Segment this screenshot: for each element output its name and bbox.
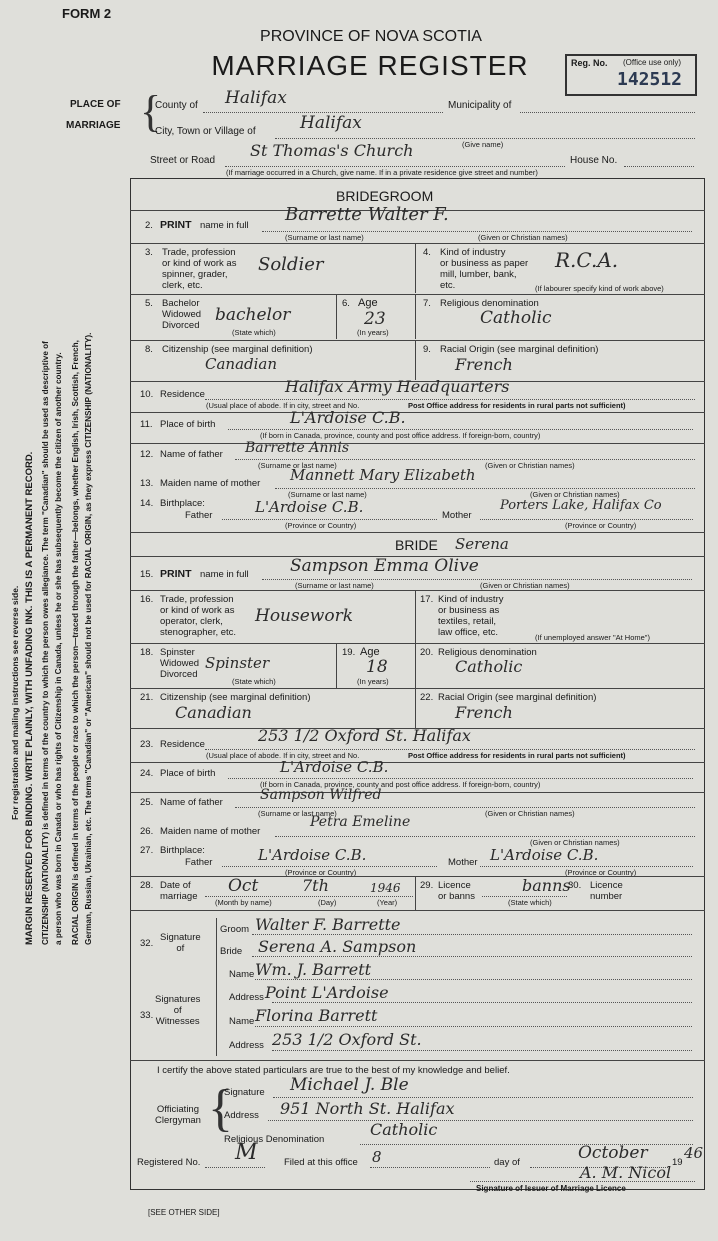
bride-given-sub: (Given or Christian names) <box>480 581 570 590</box>
issuer-label: Signature of Issuer of Marriage Licence <box>476 1184 626 1193</box>
marriage-day-value: 7th <box>302 876 329 895</box>
item-14-number: 14. <box>140 498 154 509</box>
groom-marital-label: Bachelor Widowed Divorced <box>162 298 202 331</box>
bride-bp-father-label: Father <box>185 857 213 868</box>
certify-statement: I certify the above stated particulars are true to the best of my knowledge and belief. <box>157 1065 510 1076</box>
groom-bp-mother-value: Porters Lake, Halifax Co <box>500 498 662 513</box>
officiating-label: Officiating Clergyman <box>155 1104 201 1126</box>
reg-no-value: 142512 <box>617 69 683 90</box>
bride-pob-note: (If born in Canada, province, county and post office address. If foreign-born, country) <box>260 780 541 789</box>
bride-racial-value: French <box>455 703 513 722</box>
groom-age-label: Age <box>358 297 378 309</box>
w1-name-label: Name <box>229 969 255 980</box>
registered-value: M <box>235 1140 258 1165</box>
filed-day-value: 8 <box>372 1148 382 1166</box>
groom-marital-value: bachelor <box>215 305 291 325</box>
item-30-number: 30. <box>568 880 582 891</box>
signature-of-label: Signature of <box>160 932 201 954</box>
item-24-number: 24. <box>140 768 154 779</box>
registered-label: Registered No. <box>137 1157 201 1168</box>
groom-bp-mother-label: Mother <box>442 510 472 521</box>
item-8-number: 8. <box>145 344 153 355</box>
bride-citizen-value: Canadian <box>175 703 252 722</box>
filed-month-value: October <box>578 1143 648 1163</box>
groom-pob-note: (If born in Canada, province, county and post office address. If foreign-born, country) <box>260 431 541 440</box>
county-value: Halifax <box>225 88 287 108</box>
marriage-label: MARRIAGE <box>66 120 121 131</box>
place-of-label: PLACE OF <box>70 99 121 110</box>
bride-pob-label: Place of birth <box>160 768 216 779</box>
day-of-label: day of <box>494 1157 520 1168</box>
margin-line-6: German, Russian, Ukrainian, etc. The terms "Canadian" or "American" should not be used for RACIAL ORIGIN, as they express CITIZENSHIP (NATIONALITY). <box>84 332 93 945</box>
clergy-relig-value: Catholic <box>370 1120 438 1139</box>
groom-relig-label: Religious denomination <box>440 298 539 309</box>
marriage-month-sub: (Month by name) <box>215 898 272 907</box>
item-18-number: 18. <box>140 647 154 658</box>
groom-mother-given: (Given or Christian names) <box>530 490 620 499</box>
bride-heading-extra: Serena <box>455 535 509 553</box>
page-title: MARRIAGE REGISTER <box>211 50 529 81</box>
year-prefix: 19 <box>672 1157 683 1168</box>
bride-res-label: Residence <box>160 739 205 750</box>
w1-name-value: Wm. J. Barrett <box>255 960 372 979</box>
clergy-addr-value: 951 North St. Halifax <box>280 1099 455 1118</box>
city-label: City, Town or Village of <box>155 126 256 137</box>
bride-relig-label: Religious denomination <box>438 647 537 658</box>
groom-citizen-label: Citizenship (see marginal definition) <box>162 344 313 355</box>
bridegroom-heading: BRIDEGROOM <box>336 188 434 204</box>
groom-trade-label: Trade, profession or kind of work as spinner, grader, clerk, etc. <box>162 247 237 291</box>
groom-res-value: Halifax Army Headquarters <box>285 377 510 396</box>
groom-bp-father-value: L'Ardoise C.B. <box>255 498 364 516</box>
margin-line-2: MARGIN RESERVED FOR BINDING. WRITE PLAINLY, WITH UNFADING INK. THIS IS A PERMANENT RECORD. <box>24 451 35 945</box>
form-number: FORM 2 <box>62 6 112 21</box>
bride-bp-mother-value: L'Ardoise C.B. <box>490 846 599 864</box>
clergy-sig-label: Signature <box>224 1087 265 1098</box>
groom-father-label: Name of father <box>160 449 223 460</box>
municipality-label: Municipality of <box>448 100 512 111</box>
reg-no-label: Reg. No. <box>571 58 608 68</box>
item-13-number: 13. <box>140 478 154 489</box>
w1-addr-label: Address <box>229 992 264 1003</box>
groom-print-label: PRINT <box>160 219 192 231</box>
bride-bp-label: Birthplace: <box>160 845 205 856</box>
w2-addr-label: Address <box>229 1040 264 1051</box>
w2-name-label: Name <box>229 1016 255 1027</box>
bride-pob-value: L'Ardoise C.B. <box>280 758 389 776</box>
bride-marital-value: Spinster <box>205 654 270 672</box>
place-note: (If marriage occurred in a Church, give name. If in a private residence give street and number) <box>226 168 538 177</box>
reg-no-box <box>565 54 697 96</box>
groom-bp-prov-sub-1: (Province or Country) <box>285 521 357 530</box>
groom-father-given: (Given or Christian names) <box>485 461 575 470</box>
bride-name-label: name in full <box>200 569 249 580</box>
item-11-number: 11. <box>140 419 153 430</box>
reg-no-note: (Office use only) <box>623 58 682 67</box>
item-19-number: 19. <box>342 647 356 658</box>
marriage-date-label: Date of marriage <box>160 880 198 902</box>
clergy-addr-label: Address <box>224 1110 259 1121</box>
bride-res-note: (Usual place of abode. If in city, street and No. <box>206 751 360 760</box>
clergy-relig-label: Religious Denomination <box>224 1134 325 1145</box>
groom-relig-value: Catholic <box>480 308 552 328</box>
groom-name-label: name in full <box>200 220 249 231</box>
groom-res-note-bold: Post Office address for residents in rural parts not sufficient) <box>408 401 626 410</box>
bride-name-value: Sampson Emma Olive <box>290 556 479 576</box>
item-22-number: 22. <box>420 692 434 703</box>
bride-trade-value: Housework <box>255 606 354 626</box>
bride-bp-mother-label: Mother <box>448 857 478 868</box>
labourer-note: (If labourer specify kind of work above) <box>535 284 664 293</box>
groom-bp-father-label: Father <box>185 510 213 521</box>
bride-res-note-bold: Post Office address for residents in rural parts not sufficient) <box>408 751 626 760</box>
street-value: St Thomas's Church <box>250 141 414 160</box>
bride-years-sub: (In years) <box>357 677 389 686</box>
item-15-number: 15. <box>140 569 154 580</box>
groom-mother-value: Mannett Mary Elizabeth <box>290 466 476 484</box>
margin-line-3: CITIZENSHIP (NATIONALITY) is defined in terms of the country to which the person owes allegiance. The term "Canadian" should be used as descriptive of <box>41 341 50 945</box>
bride-bp-prov-sub-1: (Province or Country) <box>285 868 357 877</box>
groom-industry-label: Kind of industry or business as paper mill, lumber, bank, etc. <box>440 247 529 291</box>
item-2-number: 2. <box>145 220 153 231</box>
bride-father-value: Sampson Wilfred <box>260 787 382 803</box>
house-label: House No. <box>570 155 618 166</box>
item-33-number: 33. <box>140 1010 154 1021</box>
margin-line-1: For registration and mailing instructions see reverse side. <box>10 585 20 820</box>
bride-father-given: (Given or Christian names) <box>485 809 575 818</box>
bride-sig-label: Bride <box>220 946 243 957</box>
groom-mother-sur: (Surname or last name) <box>288 490 367 499</box>
bride-father-sur: (Surname or last name) <box>258 809 337 818</box>
margin-line-5: RACIAL ORIGIN is defined in terms of the people or race to which the person—traced through the father—belongs, whether English, Irish, Scottish, French, <box>71 340 80 945</box>
groom-trade-value: Soldier <box>258 254 324 275</box>
bride-age-value: 18 <box>366 657 388 677</box>
bride-racial-label: Racial Origin (see marginal definition) <box>438 692 597 703</box>
licence-no-label: Licence number <box>590 880 623 902</box>
w2-name-value: Florina Barrett <box>255 1006 378 1025</box>
item-23-number: 23. <box>140 739 154 750</box>
groom-father-sur: (Surname or last name) <box>258 461 337 470</box>
marriage-year-sub: (Year) <box>377 898 398 907</box>
bride-citizen-label: Citizenship (see marginal definition) <box>160 692 311 703</box>
groom-given-sub: (Given or Christian names) <box>478 233 568 242</box>
groom-citizen-value: Canadian <box>205 355 278 373</box>
clergy-sig-value: Michael J. Ble <box>290 1075 409 1095</box>
item-32-number: 32. <box>140 938 154 949</box>
clergy-brace: { <box>208 1080 233 1137</box>
item-27-number: 27. <box>140 845 154 856</box>
licence-state-sub: (State which) <box>508 898 552 907</box>
groom-pob-label: Place of birth <box>160 419 216 430</box>
issuer-signature-value: A. M. Nicol <box>580 1163 672 1182</box>
item-4-number: 4. <box>423 247 431 258</box>
groom-res-label: Residence <box>160 389 205 400</box>
groom-industry-value: R.C.A. <box>555 248 619 272</box>
bride-state-sub: (State which) <box>232 677 276 686</box>
bride-trade-label: Trade, profession or kind of work as operator, clerk, stenographer, etc. <box>160 594 237 638</box>
item-28-number: 28. <box>140 880 154 891</box>
bride-bp-father-value: L'Ardoise C.B. <box>258 846 367 864</box>
bride-res-value: 253 1/2 Oxford St. Halifax <box>258 726 471 745</box>
item-9-number: 9. <box>423 344 431 355</box>
marriage-month-value: Oct <box>228 876 259 896</box>
groom-sig-label: Groom <box>220 924 250 935</box>
filed-year-value: 46 <box>684 1144 704 1162</box>
item-29-number: 29. <box>420 880 434 891</box>
bride-industry-label: Kind of industry or business as textiles, retail, law office, etc. <box>438 594 504 638</box>
margin-line-4: a person who was born in Canada or who has rights of Citizenship in Canada, unless he or she has subsequently become the citizen of another country. <box>54 352 63 945</box>
groom-years-sub: (In years) <box>357 328 389 337</box>
licence-value: banns <box>522 876 571 895</box>
witnesses-label: Signatures of Witnesses <box>155 994 201 1027</box>
see-other-side: [SEE OTHER SIDE] <box>148 1208 220 1217</box>
city-value: Halifax <box>300 113 362 133</box>
groom-father-value: Barrette Annis <box>245 440 350 456</box>
groom-sig-value: Walter F. Barrette <box>255 915 401 934</box>
bride-mother-given: (Given or Christian names) <box>530 838 620 847</box>
groom-res-note: (Usual place of abode. If in city, street and No. <box>206 401 360 410</box>
bride-heading: BRIDE <box>395 537 438 553</box>
groom-bp-label: Birthplace: <box>160 498 205 509</box>
item-21-number: 21. <box>140 692 154 703</box>
item-5-number: 5. <box>145 298 153 309</box>
marriage-day-sub: (Day) <box>318 898 337 907</box>
street-label: Street or Road <box>150 155 216 166</box>
bride-surname-sub: (Surname or last name) <box>295 581 374 590</box>
bride-mother-value: Petra Emeline <box>310 814 411 830</box>
item-6-number: 6. <box>342 298 350 309</box>
groom-bp-prov-sub-2: (Province or Country) <box>565 521 637 530</box>
item-10-number: 10. <box>140 389 154 400</box>
give-name-note: (Give name) <box>462 140 504 149</box>
bride-bp-prov-sub-2: (Province or Country) <box>565 868 637 877</box>
province-heading: PROVINCE OF NOVA SCOTIA <box>260 28 482 45</box>
bride-relig-value: Catholic <box>455 657 523 676</box>
item-17-number: 17. <box>420 594 434 605</box>
w2-addr-value: 253 1/2 Oxford St. <box>272 1030 422 1049</box>
filed-label: Filed at this office <box>284 1157 358 1168</box>
groom-state-sub: (State which) <box>232 328 276 337</box>
item-20-number: 20. <box>420 647 434 658</box>
groom-surname-sub: (Surname or last name) <box>285 233 364 242</box>
bride-age-label: Age <box>360 646 380 658</box>
item-16-number: 16. <box>140 594 154 605</box>
marriage-year-value: 1946 <box>370 881 401 895</box>
groom-mother-label: Maiden name of mother <box>160 478 261 489</box>
groom-pob-value: L'Ardoise C.B. <box>290 408 406 427</box>
groom-racial-label: Racial Origin (see marginal definition) <box>440 344 599 355</box>
item-25-number: 25. <box>140 797 154 808</box>
groom-name-value: Barrette Walter F. <box>285 204 449 225</box>
groom-racial-value: French <box>455 355 513 374</box>
bride-sig-value: Serena A. Sampson <box>258 937 417 956</box>
unemployed-note: (If unemployed answer "At Home") <box>535 633 650 642</box>
licence-label: Licence or banns <box>438 880 475 902</box>
county-label: County of <box>155 100 198 111</box>
bride-print-label: PRINT <box>160 568 192 580</box>
item-7-number: 7. <box>423 298 431 309</box>
bride-marital-label: Spinster Widowed Divorced <box>160 647 200 680</box>
item-26-number: 26. <box>140 826 154 837</box>
bride-mother-label: Maiden name of mother <box>160 826 261 837</box>
place-brace: { <box>140 87 162 136</box>
groom-age-value: 23 <box>364 309 386 329</box>
bride-father-label: Name of father <box>160 797 223 808</box>
item-12-number: 12. <box>140 449 154 460</box>
item-3-number: 3. <box>145 247 153 258</box>
w1-addr-value: Point L'Ardoise <box>265 983 389 1002</box>
